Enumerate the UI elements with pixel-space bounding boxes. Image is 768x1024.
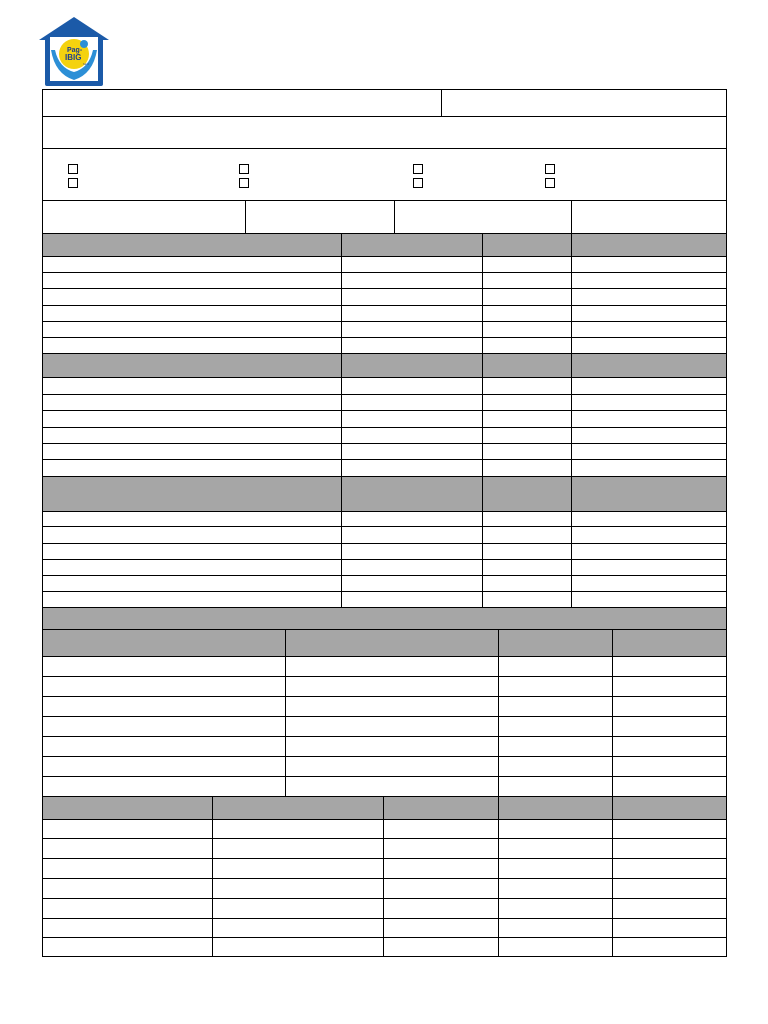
row-divider: [42, 148, 727, 149]
col-divider: [341, 234, 342, 353]
checkbox[interactable]: [413, 164, 423, 174]
logo-text-1: Pag-: [67, 47, 83, 54]
row-divider: [42, 838, 727, 839]
row-divider: [42, 676, 727, 677]
row-divider: [42, 526, 727, 527]
logo-text-2: IBIG: [65, 53, 82, 62]
checkbox[interactable]: [545, 178, 555, 188]
col-divider: [245, 200, 246, 233]
table-header: [43, 354, 726, 377]
row-divider: [42, 656, 727, 657]
row-divider: [42, 819, 727, 820]
col-divider: [482, 354, 483, 476]
row-divider: [42, 696, 727, 697]
table-header: [43, 797, 726, 819]
row-divider: [42, 559, 727, 560]
checkbox[interactable]: [68, 164, 78, 174]
row-divider: [42, 575, 727, 576]
col-divider: [212, 797, 213, 956]
row-divider: [42, 736, 727, 737]
col-divider: [612, 630, 613, 796]
row-divider: [42, 337, 727, 338]
col-divider: [341, 354, 342, 476]
row-divider: [42, 288, 727, 289]
row-divider: [42, 459, 727, 460]
row-divider: [42, 918, 727, 919]
table-header: [43, 234, 726, 256]
checkbox[interactable]: [545, 164, 555, 174]
row-divider: [42, 716, 727, 717]
col-divider: [571, 477, 572, 607]
section-header-bar: [43, 608, 726, 629]
checkbox[interactable]: [239, 178, 249, 188]
table-header: [43, 477, 726, 511]
row-divider: [42, 321, 727, 322]
field-top-left[interactable]: [42, 89, 442, 117]
checkbox[interactable]: [68, 178, 78, 188]
col-divider: [482, 477, 483, 607]
row-divider: [42, 377, 727, 378]
row-divider: [42, 858, 727, 859]
col-divider: [383, 797, 384, 956]
table-header: [43, 630, 726, 656]
row-divider: [42, 776, 727, 777]
row-divider: [42, 591, 727, 592]
row-divider: [42, 956, 727, 957]
row-divider: [42, 543, 727, 544]
col-divider: [498, 797, 499, 956]
row-divider: [42, 878, 727, 879]
row-divider: [42, 427, 727, 428]
logo-text-3: fund: [83, 62, 89, 66]
col-divider: [285, 630, 286, 796]
pag-ibig-logo: [37, 14, 111, 88]
row-divider: [42, 394, 727, 395]
row-divider: [42, 937, 727, 938]
col-divider: [612, 797, 613, 956]
col-divider: [571, 354, 572, 476]
row-divider: [42, 272, 727, 273]
col-divider: [482, 234, 483, 353]
col-divider: [394, 200, 395, 233]
field-full-width[interactable]: [42, 117, 727, 148]
row-divider: [42, 898, 727, 899]
row-divider: [42, 443, 727, 444]
checkbox[interactable]: [413, 178, 423, 188]
row-divider: [42, 200, 727, 201]
col-divider: [571, 200, 572, 233]
checkbox[interactable]: [239, 164, 249, 174]
row-divider: [42, 305, 727, 306]
row-divider: [42, 511, 727, 512]
row-divider: [42, 410, 727, 411]
form-frame: [42, 89, 727, 957]
row-divider: [42, 256, 727, 257]
col-divider: [498, 630, 499, 796]
col-divider: [341, 477, 342, 607]
field-top-right[interactable]: [442, 89, 727, 117]
col-divider: [571, 234, 572, 353]
row-divider: [42, 756, 727, 757]
